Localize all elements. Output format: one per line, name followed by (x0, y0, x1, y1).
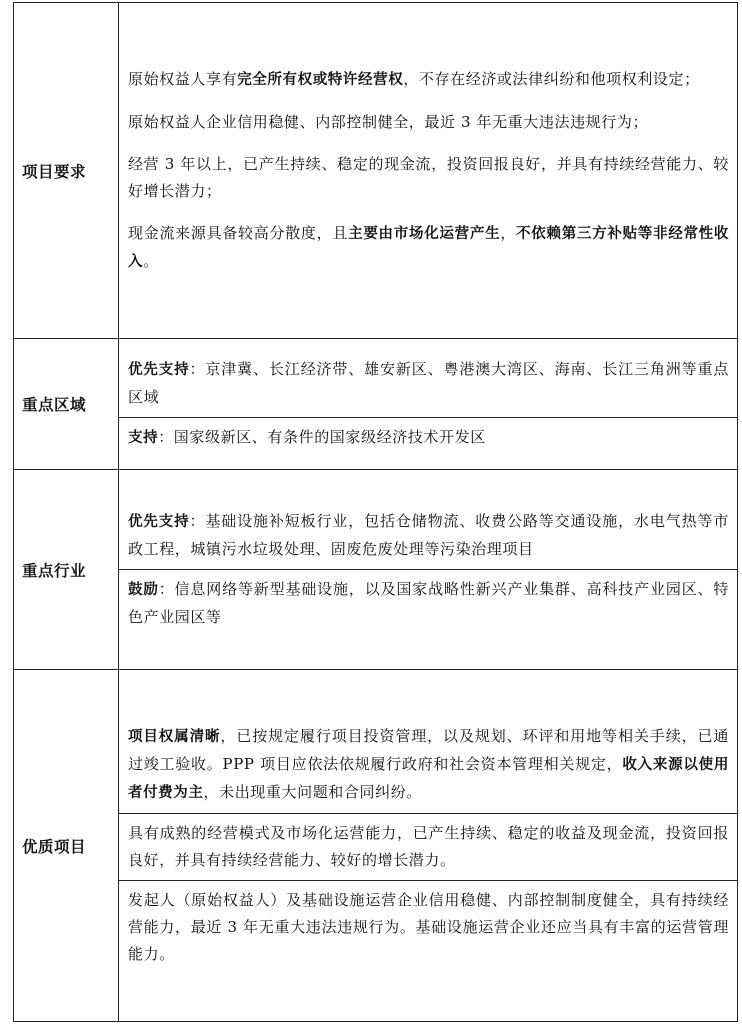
paragraph (128, 723, 729, 807)
content-block (119, 569, 737, 637)
paragraph (128, 424, 729, 452)
text-run: 原始权益人享有 (128, 69, 238, 88)
text-run: 。 (143, 251, 159, 270)
content-block (119, 417, 737, 458)
bold-text: 优先支持 (128, 362, 190, 378)
paragraph (128, 220, 729, 276)
text-run: ，未出现重大问题和合同纠纷。 (203, 783, 422, 801)
row-label: 优质项目 (14, 670, 119, 1022)
bold-text: 收入来源以使用者付费为主 (128, 757, 729, 801)
row-content (119, 670, 738, 1022)
bold-text: 鼓励 (128, 582, 159, 598)
paragraph (128, 151, 729, 205)
text-run: ：基础设施补短板行业，包括仓储物流、收费公路等交通设施，水电气热等市政工程，城镇污水垃圾处理、固废危废处理等污染治理项目 (128, 512, 730, 558)
bold-text: 完全所有权或特许经营权 (237, 71, 404, 88)
row-content (119, 339, 738, 470)
content-block (119, 880, 737, 974)
table-row (14, 339, 738, 470)
text-run: ：京津冀、长江经济带、雄安新区、粤港澳大湾区、海南、长江三角洲等重点区域 (128, 360, 730, 406)
text-run: 经营 3 年以上，已产生持续、稳定的现金流，投资回报良好，并具有持续经营能力、较好增长潜力； (128, 154, 729, 200)
requirements-document (13, 2, 738, 1022)
text-run: 发起人（原始权益人）及基础设施运营企业信用稳健、内部控制制度健全，具有持续经营能力，最近 3 年无重大违法违规行为。基础设施运营企业还应当具有丰富的运营管理能力。 (128, 891, 729, 963)
row-content (119, 3, 738, 339)
text-run: 原始权益人企业信用稳健、内部控制健全，最近 3 年无重大违法违规行为； (128, 112, 649, 131)
table-row (14, 670, 738, 1022)
paragraph (128, 109, 729, 136)
text-run: ， (500, 223, 517, 242)
paragraph (128, 820, 729, 874)
content-block (119, 717, 737, 813)
paragraph (128, 887, 729, 968)
paragraph (128, 576, 729, 631)
table-row (14, 470, 738, 670)
text-run: 现金流来源具备较高分散度，且 (128, 223, 349, 242)
text-run: ：国家级新区、有条件的国家级经济技术开发区 (158, 428, 486, 446)
bold-text: 支持 (128, 430, 159, 446)
paragraph (128, 508, 729, 563)
content-block (119, 60, 737, 282)
requirements-table (13, 2, 738, 1022)
text-run: ，已按规定履行项目投资管理，以及规划、环评和用地等相关手续，已通过竣工验收。PPP 项目应依法依规履行政府和社会资本管理相关规定， (128, 727, 729, 773)
content-block (119, 813, 737, 880)
content-block (119, 502, 737, 569)
row-content (119, 470, 738, 670)
row-label: 项目要求 (14, 3, 119, 339)
table-row (14, 3, 738, 339)
paragraph (128, 356, 729, 411)
bold-text: 项目权属清晰 (128, 729, 221, 745)
text-run: 具有成熟的经营模式及市场化运营能力，已产生持续、稳定的收益及现金流，投资回报良好，并具有持续经营能力、较好的增长潜力。 (128, 824, 729, 869)
table-body (14, 3, 738, 1022)
content-block (119, 350, 737, 417)
bold-text: 主要由市场化运营产生 (348, 225, 501, 242)
bold-text: 优先支持 (128, 514, 190, 530)
text-run: ，不存在经济或法律纠纷和他项权利设定； (403, 69, 700, 88)
text-run: ：信息网络等新型基础设施，以及国家战略性新兴产业集群、高科技产业园区、特色产业园区等 (128, 580, 729, 626)
paragraph (128, 66, 729, 94)
row-label: 重点区域 (14, 339, 119, 470)
row-label: 重点行业 (14, 470, 119, 670)
bold-text: 不依赖第三方补贴等非经常性收入 (128, 225, 730, 270)
